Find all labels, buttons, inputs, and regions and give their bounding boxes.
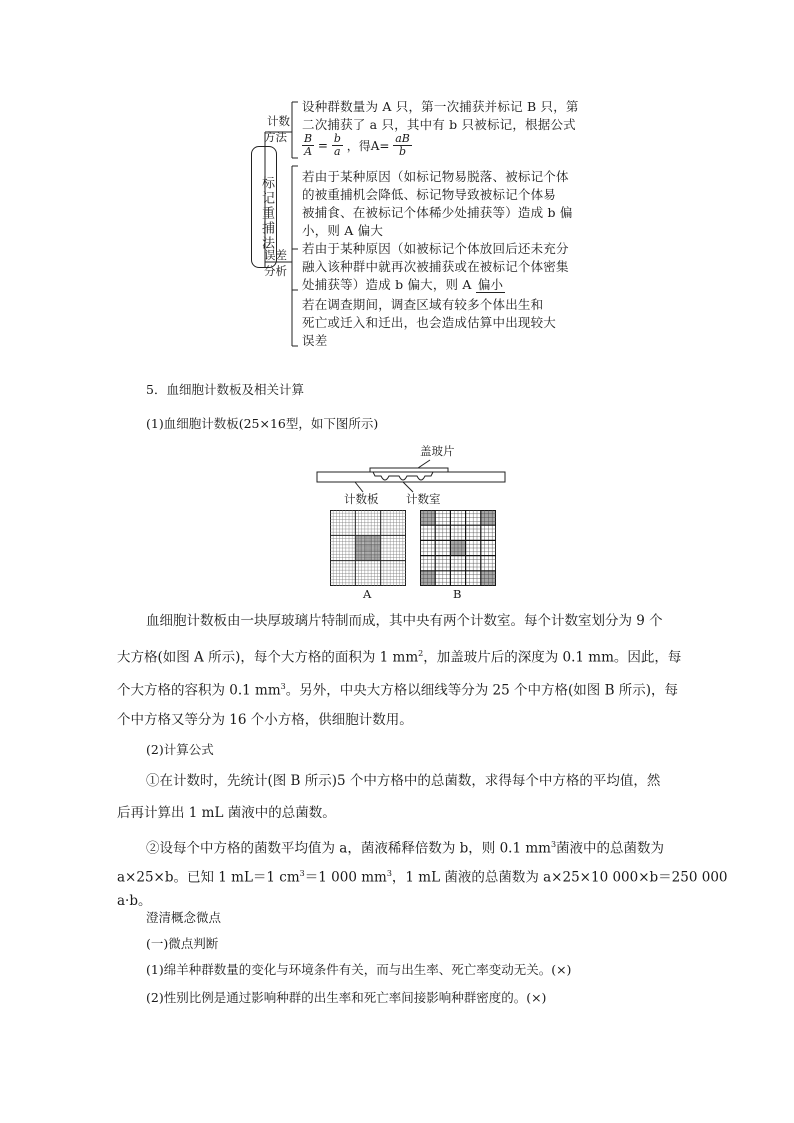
para3-line-1: ②设每个中方格的菌数平均值为 a，菌液稀释倍数为 b，则 0.1 $mm^3$菌液中的总菌数为 — [146, 840, 665, 857]
grid-b-label: B — [453, 587, 462, 601]
branch-label-error-1: 误差 — [264, 248, 287, 262]
formula-equals: = — [317, 138, 328, 153]
grid-b — [420, 510, 496, 586]
error3-line-2: 死亡或迁入和迁出，也会造成估算中出现较大 — [302, 315, 557, 330]
error3-line-3: 误差 — [302, 333, 328, 348]
grid-a-label: A — [363, 587, 372, 601]
para1-line-4: 个中方格又等分为 16 个小方格，供细胞计数用。 — [117, 712, 413, 728]
method-line-1: 设种群数量为 A 只，第一次捕获并标记 B 只，第 — [302, 99, 579, 114]
clarify-heading: 澄清概念微点 — [146, 910, 222, 925]
error2-line-2: 融入该种群中就再次被捕获或在被标记个体密集 — [302, 259, 569, 274]
error2-line-1: 若由于某种原因（如被标记个体放回后还未充分 — [302, 241, 569, 256]
para1-line-1: 血细胞计数板由一块厚玻璃片特制而成，其中央有两个计数室。每个计数室划分为 9 个 — [146, 613, 663, 629]
section5-sub1: (1)血细胞计数板(25×16型，如下图所示) — [146, 416, 379, 431]
method-formula — [302, 133, 412, 158]
error1-line-3: 被捕食、在被标记个体稀少处捕获等）造成 b 偏 — [302, 205, 573, 220]
error1-line-4: 小，则 A 偏大 — [302, 223, 384, 238]
clarify-sub: (一)微点判断 — [146, 936, 219, 951]
formula-result-prefix: ，得A= — [346, 139, 390, 153]
error3-line-1: 若在调查期间，调查区域有较多个体出生和 — [302, 297, 544, 312]
fraction-b-over-a-lower: $\frac{b}{a}$ — [333, 132, 341, 158]
branch-label-method-2: 方法 — [264, 130, 287, 144]
grid-a — [330, 510, 406, 586]
error2-line-3-text: 处捕获等）造成 b 偏大，则 A — [302, 277, 476, 292]
para1-line-2: 大方格(如图 A 所示)，每个大方格的面积为 1 $mm^2$，加盖玻片后的深度为 0.1 mm。因此，每 — [117, 649, 682, 666]
error1-line-2: 的被重捕机会降低、标记物导致被标记个体易 — [302, 187, 557, 202]
para2-line-2: 后再计算出 1 mL 菌液中的总菌数。 — [117, 805, 336, 821]
para3-line-2: a×25×b。已知 1 mL＝1 $cm^3=1$ 000 $mm^3$，1 mL 菌液的总菌数为 a×25×10 000×b＝250 000 — [117, 869, 728, 886]
branch-label-method-1: 计数 — [267, 114, 290, 128]
error2-underlined-answer: 偏小 — [477, 277, 504, 292]
clarify-item-1: (1)绵羊种群数量的变化与环境条件有关，而与出生率、死亡率变动无关。(×) — [146, 962, 572, 977]
para1-line-3: 个大方格的容积为 0.1 $mm^3$。另外，中央大方格以细线等分为 25 个中方格(如图 B 所示)，每 — [117, 682, 679, 699]
fraction-ab-over-b: $\frac{aB}{b}$ — [395, 132, 410, 158]
diagram-title: 标记重捕法 — [251, 146, 277, 268]
para2-line-1: ①在计数时，先统计(图 B 所示)5 个中方格中的总菌数，求得每个中方格的平均值，然 — [146, 773, 661, 789]
para3-line-3: a·b。 — [117, 893, 152, 909]
branch-label-error-2: 分析 — [264, 264, 287, 278]
error1-line-1: 若由于某种原因（如标记物易脱落、被标记个体 — [302, 169, 569, 184]
method-line-2: 二次捕获了 a 只，其中有 b 只被标记，根据公式 — [302, 117, 576, 132]
error2-line-3 — [302, 274, 505, 296]
section5-heading: 5．血细胞计数板及相关计算 — [146, 382, 304, 397]
fraction-b-over-a-upper: $\frac{B}{A}$ — [304, 132, 313, 158]
board-label: 计数板 — [344, 492, 379, 506]
section5-sub2: (2)计算公式 — [146, 742, 214, 757]
cover-slip-label: 盖玻片 — [420, 444, 455, 458]
clarify-item-2: (2)性别比例是通过影响种群的出生率和死亡率间接影响种群密度的。(×) — [146, 990, 547, 1005]
chamber-label: 计数室 — [406, 492, 441, 506]
